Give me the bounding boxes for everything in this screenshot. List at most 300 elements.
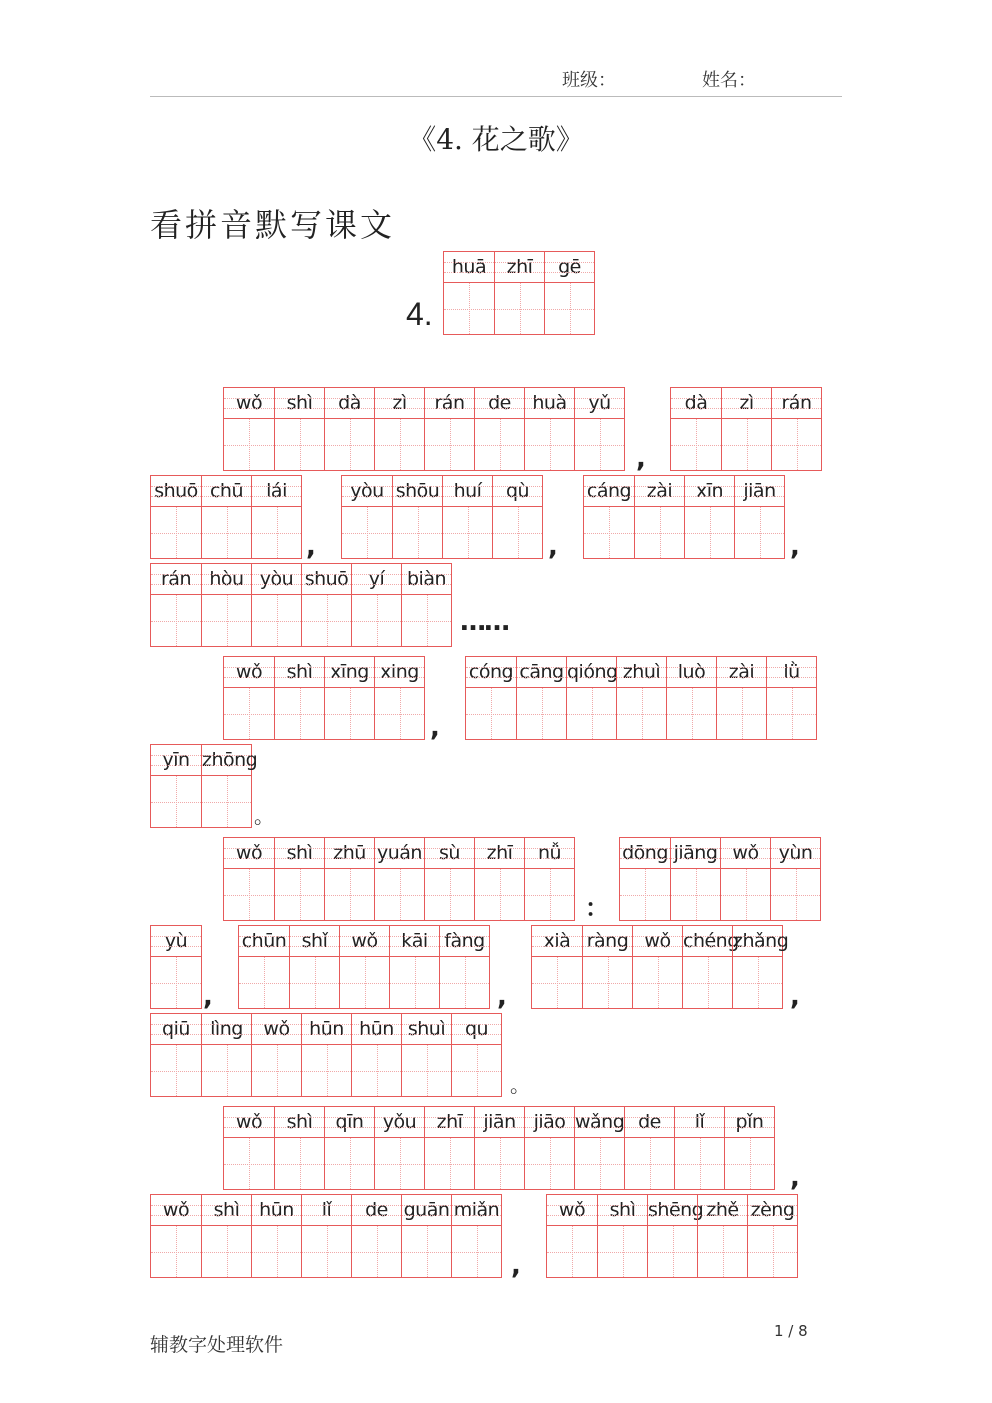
pinyin-label: wǒ	[224, 388, 274, 419]
char-cell	[544, 252, 594, 334]
pinyin-label: dà	[671, 388, 721, 419]
char-cell	[747, 1195, 797, 1277]
pinyin-label: yuán	[375, 838, 424, 869]
char-cell	[151, 1014, 201, 1096]
grid-line2-b	[341, 475, 543, 559]
pinyin-label: shì	[275, 388, 324, 419]
pinyin-label: xīn	[685, 476, 734, 507]
pinyin-label: hòu	[202, 564, 251, 595]
character-box[interactable]	[620, 869, 670, 920]
character-box[interactable]	[575, 419, 624, 470]
pinyin-label: hūn	[352, 1014, 401, 1045]
pinyin-label: lǐ	[675, 1107, 724, 1138]
pinyin-label: rán	[151, 564, 201, 595]
character-box[interactable]	[325, 1138, 374, 1189]
character-box[interactable]	[635, 507, 684, 558]
character-box[interactable]	[466, 688, 516, 739]
character-box[interactable]	[239, 957, 289, 1008]
char-cell	[524, 838, 574, 920]
char-cell	[251, 476, 301, 558]
pinyin-label: hūn	[252, 1195, 301, 1226]
char-cell	[624, 1107, 674, 1189]
grid-line4-b	[465, 656, 817, 740]
pinyin-label: de	[475, 388, 524, 419]
char-cell	[424, 838, 474, 920]
char-cell	[224, 1107, 274, 1189]
character-box[interactable]	[725, 1138, 774, 1189]
char-cell	[201, 745, 258, 827]
pinyin-label: dōng	[620, 838, 670, 869]
character-box[interactable]	[151, 1226, 201, 1277]
character-box[interactable]	[275, 688, 324, 739]
character-box[interactable]	[444, 283, 494, 334]
pinyin-label: jiān	[735, 476, 784, 507]
character-box[interactable]	[475, 1138, 524, 1189]
pinyin-label: wǒ	[151, 1195, 201, 1226]
char-cell	[401, 1014, 451, 1096]
char-cell	[716, 657, 766, 739]
pinyin-label: qióng	[567, 657, 616, 688]
char-cell	[451, 1195, 501, 1277]
lesson-number: 4.	[406, 296, 433, 332]
character-box[interactable]	[252, 507, 301, 558]
char-cell	[682, 926, 739, 1008]
character-box[interactable]	[721, 869, 770, 920]
char-cell	[351, 1195, 401, 1277]
character-box[interactable]	[717, 688, 766, 739]
pinyin-label: zài	[717, 657, 766, 688]
punct-comma: ,	[636, 444, 646, 474]
character-box[interactable]	[325, 419, 374, 470]
character-box[interactable]	[525, 419, 574, 470]
character-box[interactable]	[683, 957, 732, 1008]
grid-line7-c	[531, 925, 789, 1009]
character-box[interactable]	[685, 507, 734, 558]
character-box[interactable]	[352, 595, 401, 646]
char-cell	[274, 1107, 324, 1189]
pinyin-label: de	[352, 1195, 401, 1226]
pinyin-label: huā	[444, 252, 494, 283]
punct-comma: ,	[497, 982, 507, 1012]
char-cell	[301, 1195, 351, 1277]
grid-line6-a	[223, 837, 575, 921]
character-box[interactable]	[302, 1226, 351, 1277]
character-box[interactable]	[525, 1138, 574, 1189]
character-box[interactable]	[224, 419, 274, 470]
character-box[interactable]	[475, 419, 524, 470]
pinyin-label: shì	[275, 657, 324, 688]
char-cell	[516, 657, 566, 739]
pinyin-label: nǚ	[525, 838, 574, 869]
pinyin-label: sù	[425, 838, 474, 869]
char-cell	[239, 926, 289, 1008]
character-box[interactable]	[325, 869, 374, 920]
pinyin-label: dà	[325, 388, 374, 419]
character-box[interactable]	[733, 957, 782, 1008]
char-cell	[401, 1195, 451, 1277]
grid-line2-a	[150, 475, 302, 559]
character-box[interactable]	[671, 869, 720, 920]
pinyin-label: cáng	[584, 476, 634, 507]
char-cell	[720, 838, 770, 920]
pinyin-label: jiāo	[525, 1107, 574, 1138]
grid-line7-a	[150, 925, 202, 1009]
pinyin-label: ràng	[583, 926, 632, 957]
char-cell	[442, 476, 492, 558]
character-box[interactable]	[517, 688, 566, 739]
pinyin-label: jiān	[475, 1107, 524, 1138]
char-cell	[374, 838, 424, 920]
pinyin-label: shì	[275, 1107, 324, 1138]
pinyin-label: wǒ	[224, 838, 274, 869]
pinyin-label: yòu	[342, 476, 392, 507]
char-cell	[374, 1107, 424, 1189]
char-cell	[224, 657, 274, 739]
pinyin-label: shuì	[402, 1014, 451, 1045]
char-cell	[474, 388, 524, 470]
char-cell	[721, 388, 771, 470]
pinyin-label: shì	[202, 1195, 251, 1226]
character-box[interactable]	[151, 957, 201, 1008]
char-cell	[766, 657, 816, 739]
character-box[interactable]	[545, 283, 594, 334]
pinyin-label: zì	[722, 388, 771, 419]
pinyin-label: guān	[402, 1195, 451, 1226]
pinyin-label: yù	[151, 926, 201, 957]
punct-comma: ,	[511, 1251, 521, 1281]
char-cell	[671, 388, 721, 470]
char-cell	[566, 657, 616, 739]
punct-comma: ,	[790, 982, 800, 1012]
character-box[interactable]	[340, 957, 389, 1008]
pinyin-label: zhǎng	[733, 926, 782, 957]
pinyin-label: zhū	[325, 838, 374, 869]
pinyin-label: qu	[452, 1014, 501, 1045]
punct-ellipsis: ……	[460, 607, 508, 637]
character-box[interactable]	[325, 688, 374, 739]
pinyin-label: zhī	[425, 1107, 474, 1138]
pinyin-label: wǎng	[575, 1107, 624, 1138]
character-box[interactable]	[375, 419, 424, 470]
punct-period: 。	[254, 804, 274, 828]
pinyin-label: shì	[598, 1195, 647, 1226]
pinyin-label: chū	[202, 476, 251, 507]
pinyin-label: pǐn	[725, 1107, 774, 1138]
punct-comma: ,	[430, 713, 440, 743]
class-label: 班级：	[562, 70, 616, 91]
character-box[interactable]	[202, 595, 251, 646]
punct-colon: ：	[585, 894, 609, 922]
pinyin-label: biàn	[402, 564, 451, 595]
character-box[interactable]	[425, 1138, 474, 1189]
character-box[interactable]	[252, 595, 301, 646]
character-box[interactable]	[584, 507, 634, 558]
pinyin-label: zèng	[748, 1195, 797, 1226]
char-cell	[324, 388, 374, 470]
character-box[interactable]	[275, 1138, 324, 1189]
character-box[interactable]	[583, 957, 632, 1008]
pinyin-label: kāi	[390, 926, 439, 957]
grid-line2-c	[583, 475, 785, 559]
pinyin-label: luò	[667, 657, 716, 688]
pinyin-label: miǎn	[452, 1195, 501, 1226]
char-cell	[632, 926, 682, 1008]
character-box[interactable]	[151, 507, 201, 558]
character-box[interactable]	[598, 1226, 647, 1277]
grid-line1-a	[223, 387, 625, 471]
character-box[interactable]	[224, 869, 274, 920]
char-cell	[251, 1195, 301, 1277]
char-cell	[574, 388, 624, 470]
char-cell	[424, 388, 474, 470]
character-box[interactable]	[671, 419, 721, 470]
char-cell	[274, 388, 324, 470]
char-cell	[584, 476, 634, 558]
character-box[interactable]	[425, 419, 474, 470]
char-cell	[524, 1107, 574, 1189]
character-box[interactable]	[375, 1138, 424, 1189]
pinyin-label: lìng	[202, 1014, 251, 1045]
char-cell	[666, 657, 716, 739]
pinyin-label: yí	[352, 564, 401, 595]
pinyin-label: huí	[443, 476, 492, 507]
pinyin-label: zhī	[495, 252, 544, 283]
character-box[interactable]	[633, 957, 682, 1008]
character-box[interactable]	[342, 507, 392, 558]
char-cell	[274, 838, 324, 920]
punct-comma: ,	[306, 532, 316, 562]
character-box[interactable]	[767, 688, 816, 739]
grid-line9	[223, 1106, 775, 1190]
pinyin-label: qù	[493, 476, 542, 507]
character-box[interactable]	[290, 957, 339, 1008]
character-box[interactable]	[452, 1045, 501, 1096]
character-box[interactable]	[224, 1138, 274, 1189]
character-box[interactable]	[575, 1138, 624, 1189]
character-box[interactable]	[443, 507, 492, 558]
character-box[interactable]	[202, 776, 251, 827]
pinyin-label: zài	[635, 476, 684, 507]
character-box[interactable]	[375, 869, 424, 920]
pinyin-label: rán	[772, 388, 821, 419]
pinyin-label: lǜ	[767, 657, 816, 688]
character-box[interactable]	[375, 688, 424, 739]
char-cell	[474, 838, 524, 920]
grid-title	[443, 251, 595, 335]
character-box[interactable]	[617, 688, 666, 739]
name-label: 姓名：	[702, 70, 756, 91]
punct-comma: ,	[203, 982, 213, 1012]
char-cell	[224, 838, 274, 920]
character-box[interactable]	[567, 688, 616, 739]
character-box[interactable]	[352, 1226, 401, 1277]
character-box[interactable]	[202, 507, 251, 558]
char-cell	[392, 476, 442, 558]
character-box[interactable]	[275, 419, 324, 470]
grid-line3	[150, 563, 452, 647]
char-cell	[324, 1107, 374, 1189]
pinyin-label: shǐ	[290, 926, 339, 957]
char-cell	[474, 1107, 524, 1189]
char-cell	[492, 476, 542, 558]
char-cell	[401, 564, 451, 646]
character-box[interactable]	[698, 1226, 747, 1277]
char-cell	[151, 564, 201, 646]
punct-period: 。	[510, 1073, 530, 1097]
character-box[interactable]	[748, 1226, 797, 1277]
pinyin-label: zhī	[475, 838, 524, 869]
pinyin-label: shuō	[151, 476, 201, 507]
char-cell	[301, 1014, 351, 1096]
char-cell	[289, 926, 339, 1008]
character-box[interactable]	[648, 1226, 697, 1277]
char-cell	[466, 657, 516, 739]
character-box[interactable]	[735, 507, 784, 558]
character-box[interactable]	[302, 1045, 351, 1096]
character-box[interactable]	[675, 1138, 724, 1189]
pinyin-label: jiāng	[671, 838, 720, 869]
character-box[interactable]	[475, 869, 524, 920]
pinyin-label: shōu	[393, 476, 442, 507]
char-cell	[620, 838, 670, 920]
char-cell	[770, 838, 820, 920]
char-cell	[697, 1195, 747, 1277]
pinyin-label: zì	[375, 388, 424, 419]
pinyin-label: wǒ	[340, 926, 389, 957]
character-box[interactable]	[525, 869, 574, 920]
grid-line7-b	[238, 925, 490, 1009]
pinyin-label: qīn	[325, 1107, 374, 1138]
pinyin-label: wǒ	[633, 926, 682, 957]
character-box[interactable]	[151, 595, 201, 646]
pinyin-label: xīng	[325, 657, 374, 688]
pinyin-label: zhě	[698, 1195, 747, 1226]
char-cell	[574, 1107, 624, 1189]
character-box[interactable]	[252, 1226, 301, 1277]
character-box[interactable]	[151, 776, 201, 827]
character-box[interactable]	[722, 419, 771, 470]
char-cell	[374, 388, 424, 470]
grid-line4-a	[223, 656, 425, 740]
char-cell	[771, 388, 821, 470]
pinyin-label: yòu	[252, 564, 301, 595]
character-box[interactable]	[452, 1226, 501, 1277]
pinyin-label: zhuì	[617, 657, 666, 688]
char-cell	[724, 1107, 774, 1189]
pinyin-label: fàng	[440, 926, 489, 957]
header-divider	[150, 96, 842, 97]
character-box[interactable]	[224, 688, 274, 739]
char-cell	[424, 1107, 474, 1189]
character-box[interactable]	[302, 595, 351, 646]
char-cell	[324, 838, 374, 920]
pinyin-label: shì	[275, 838, 324, 869]
character-box[interactable]	[532, 957, 582, 1008]
character-box[interactable]	[493, 507, 542, 558]
char-cell	[532, 926, 582, 1008]
character-box[interactable]	[425, 869, 474, 920]
character-box[interactable]	[495, 283, 544, 334]
char-cell	[301, 564, 351, 646]
pinyin-label: qiū	[151, 1014, 201, 1045]
character-box[interactable]	[275, 869, 324, 920]
char-cell	[732, 926, 789, 1008]
char-cell	[351, 564, 401, 646]
punct-comma: ,	[790, 532, 800, 562]
pinyin-label: wǒ	[224, 657, 274, 688]
char-cell	[547, 1195, 597, 1277]
character-box[interactable]	[547, 1226, 597, 1277]
char-cell	[494, 252, 544, 334]
grid-line10-b	[546, 1194, 798, 1278]
document-title: 《4. 花之歌》	[408, 123, 584, 156]
char-cell	[374, 657, 424, 739]
pinyin-label: wǒ	[721, 838, 770, 869]
pinyin-label: huà	[525, 388, 574, 419]
char-cell	[597, 1195, 647, 1277]
character-box[interactable]	[402, 595, 451, 646]
footer-software-name: 辅教字处理软件	[150, 1334, 284, 1356]
character-box[interactable]	[771, 869, 820, 920]
character-box[interactable]	[252, 1045, 301, 1096]
pinyin-label: lǐ	[302, 1195, 351, 1226]
punct-comma: ,	[548, 532, 558, 562]
pinyin-label: rán	[425, 388, 474, 419]
char-cell	[324, 657, 374, 739]
pinyin-label: yùn	[771, 838, 820, 869]
grid-line1-b	[670, 387, 822, 471]
punct-comma: ,	[790, 1163, 800, 1193]
char-cell	[684, 476, 734, 558]
char-cell	[151, 476, 201, 558]
character-box[interactable]	[202, 1226, 251, 1277]
character-box[interactable]	[772, 419, 821, 470]
char-cell	[201, 1195, 251, 1277]
pinyin-label: xià	[532, 926, 582, 957]
grid-line5	[150, 744, 258, 828]
character-box[interactable]	[390, 957, 439, 1008]
character-box[interactable]	[402, 1226, 451, 1277]
pinyin-label: wǒ	[224, 1107, 274, 1138]
character-box[interactable]	[625, 1138, 674, 1189]
char-cell	[224, 388, 274, 470]
character-box[interactable]	[402, 1045, 451, 1096]
pinyin-label: chéng	[683, 926, 732, 957]
char-cell	[616, 657, 666, 739]
char-cell	[524, 388, 574, 470]
character-box[interactable]	[151, 1045, 201, 1096]
char-cell	[389, 926, 439, 1008]
section-title: 看拼音默写课文	[150, 206, 396, 244]
character-box[interactable]	[393, 507, 442, 558]
character-box[interactable]	[440, 957, 489, 1008]
pinyin-label: hūn	[302, 1014, 351, 1045]
char-cell	[251, 1014, 301, 1096]
page-number: 1 / 8	[774, 1322, 808, 1340]
grid-line10-a	[150, 1194, 502, 1278]
character-box[interactable]	[352, 1045, 401, 1096]
pinyin-label: wǒ	[252, 1014, 301, 1045]
char-cell	[201, 564, 251, 646]
character-box[interactable]	[202, 1045, 251, 1096]
char-cell	[274, 657, 324, 739]
pinyin-label: gē	[545, 252, 594, 283]
pinyin-label: cāng	[517, 657, 566, 688]
character-box[interactable]	[667, 688, 716, 739]
pinyin-label: wǒ	[547, 1195, 597, 1226]
char-cell	[634, 476, 684, 558]
char-cell	[339, 926, 389, 1008]
